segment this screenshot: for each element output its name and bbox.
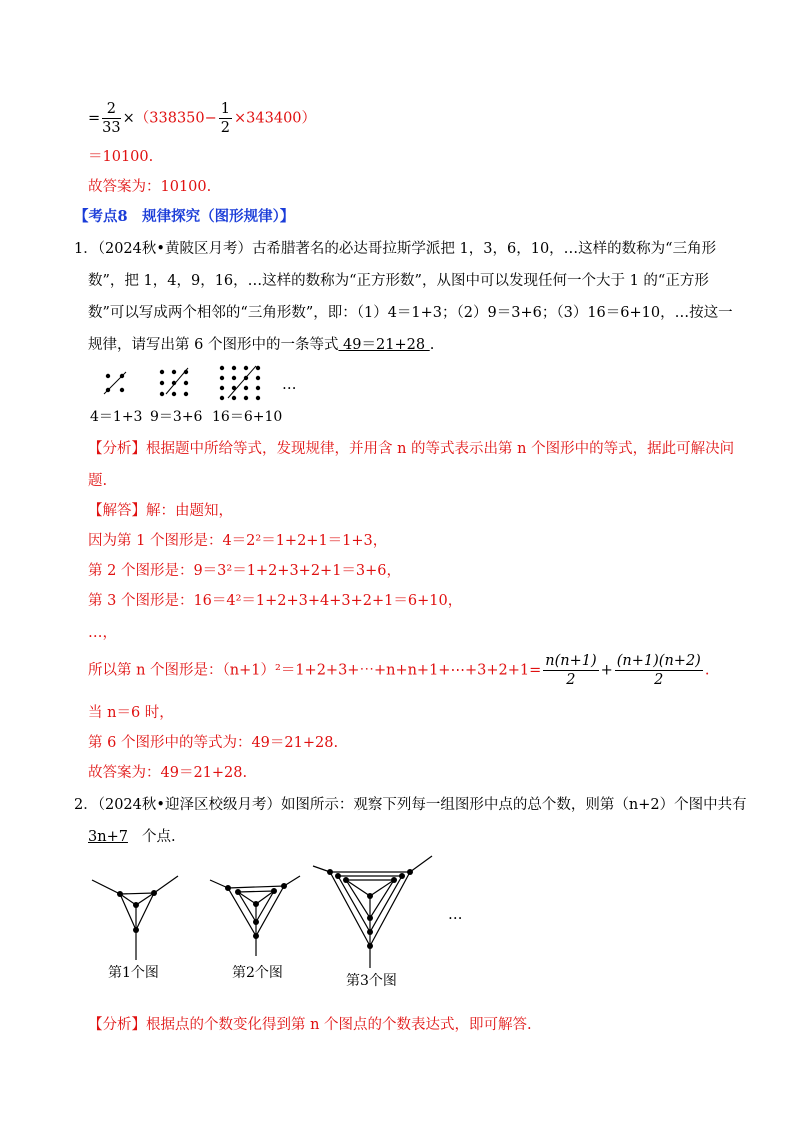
numerator: n(n+1) [545, 653, 597, 669]
section-title: 【考点8 规律探究（图形规律）】 [74, 208, 295, 225]
paren-open: （338350− [134, 110, 217, 127]
q2-text: （2024秋•迎泽区校级月考）如图所示：观察下列每一组图形中点的总个数，则第（n+2）个图中共有 [97, 797, 747, 813]
numerator: 2 [102, 100, 120, 119]
q2-fig-caption-1: 第1个图 [108, 965, 159, 981]
q1-fig-caption-1: 4＝1+3 [90, 409, 143, 425]
denominator: 2 [566, 672, 576, 688]
q2-answer-blank: 3n+7 [88, 829, 128, 845]
q1-step-6: 当 n＝6 时， [88, 705, 174, 721]
q1-fig-caption-2: 9＝3+6 [150, 409, 203, 425]
denominator: 2 [654, 672, 664, 688]
q1-step-5-text: 所以第 n 个图形是：（n+1）²＝1+2+3+⋯+n+n+1+⋯+3+2+1= [88, 662, 542, 679]
q1-fig-caption-3: 16＝6+10 [212, 409, 283, 425]
q1-line4-text: 规律，请写出第 6 个图形中的一条等式 [88, 337, 339, 353]
denominator: 33 [102, 120, 121, 136]
q1-solution-head: 【解答】解：由题知， [88, 503, 233, 519]
paren-tail: ×343400） [234, 110, 317, 127]
q1-number: 1． [74, 241, 98, 257]
q1-step-3: 第 3 个图形是：16＝4²＝1+2+3+4+3+2+1＝6+10， [88, 593, 463, 609]
q2-line2-text: 个点. [141, 829, 176, 845]
q1-analysis-2: 题. [88, 473, 108, 489]
triangle-figure-2 [210, 876, 300, 956]
q2-fig-ellipsis: … [448, 907, 463, 923]
q2-fig-caption-3: 第3个图 [346, 973, 397, 989]
q1-fig-ellipsis: … [282, 377, 297, 393]
q1-step-1: 因为第 1 个图形是：4＝2²＝1+2+1＝1+3， [88, 533, 388, 549]
q1-text: （2024秋•黄陂区月考）古希腊著名的必达哥拉斯学派把 1，3，6，10，…这样的数称为“三角形 [97, 241, 717, 257]
q1-step-2: 第 2 个图形是：9＝3²＝1+2+3+2+1＝3+6， [88, 563, 402, 579]
plus-sign: + [600, 662, 613, 679]
q2-fig-caption-2: 第2个图 [232, 965, 283, 981]
q1-answer: 故答案为：49＝21+28. [88, 765, 248, 781]
q1-analysis-1: 【分析】根据题中所给等式，发现规律，并用含 n 的等式表示出第 n 个图形中的等式，据此可解决问 [88, 441, 735, 457]
equals-sign: = [88, 110, 101, 127]
q1-step-7: 第 6 个图形中的等式为：49＝21+28. [88, 735, 339, 751]
denominator: 2 [220, 120, 231, 136]
prev-result: ＝10100. [88, 149, 154, 165]
q1-line4-end: . [429, 337, 435, 353]
q1-step-5-end: . [704, 662, 710, 679]
q2-number: 2． [74, 797, 98, 813]
numerator: (n+1)(n+2) [616, 653, 701, 669]
numerator: 1 [220, 101, 231, 117]
q2-analysis: 【分析】根据点的个数变化得到第 n 个图点的个数表达式，即可解答. [88, 1017, 532, 1033]
triangle-figure-1 [92, 876, 178, 960]
q1-answer-blank: 49＝21+28 [338, 337, 430, 353]
triangle-figure-3 [313, 856, 432, 968]
q1-line2: 数”，把 1，4，9，16，…这样的数称为“正方形数”，从图中可以发现任何一个大于 1 的“正方形 [88, 273, 709, 289]
prev-answer: 故答案为：10100. [88, 179, 212, 195]
q1-line3: 数”可以写成两个相邻的“三角形数”，即：（1）4＝1+3；（2）9＝3+6；（3）16＝6+10，…按这一 [88, 305, 733, 321]
times-sign: × [122, 110, 135, 127]
q1-step-4: …， [88, 625, 117, 641]
